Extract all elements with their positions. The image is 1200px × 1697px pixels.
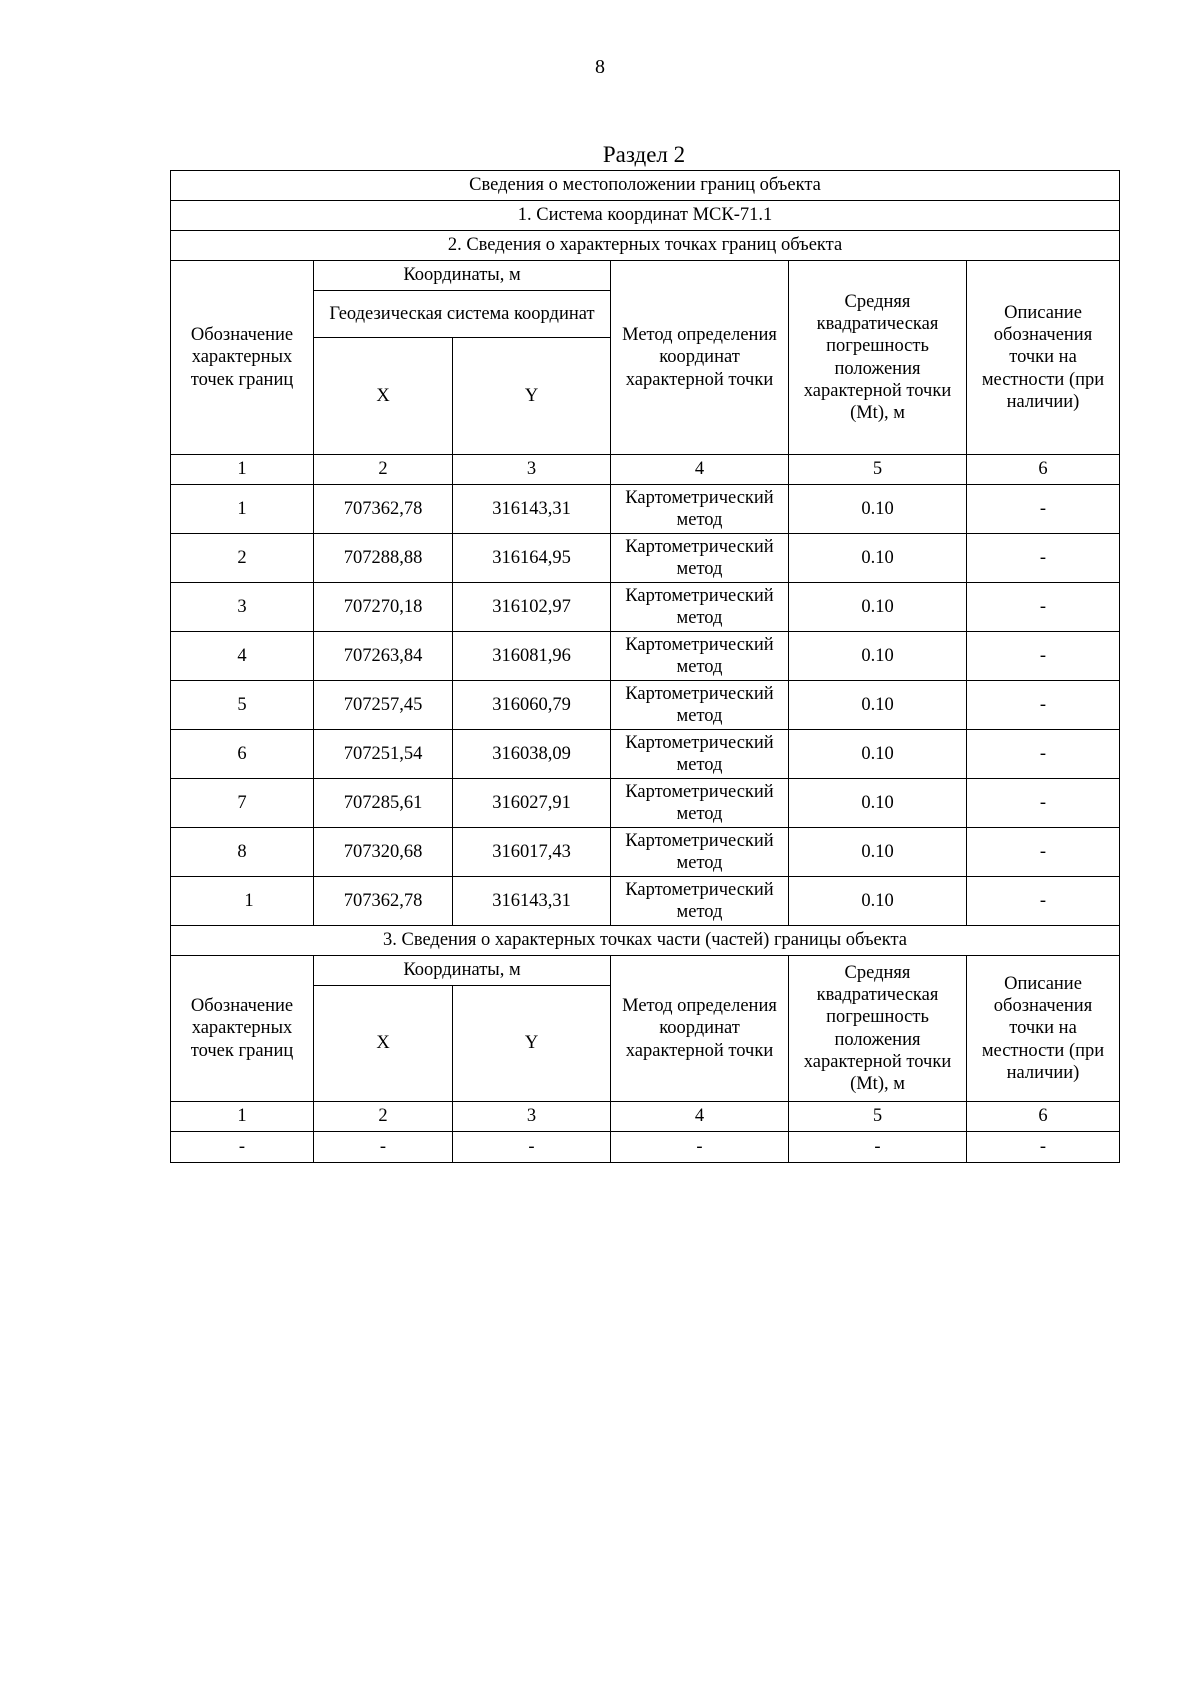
method-cell: [611, 779, 789, 828]
header-error: Средняя квадратическая погрешность положения характерной точки (Mt), м: [789, 261, 967, 455]
point-cell: 5: [171, 681, 314, 730]
method-cell: [611, 730, 789, 779]
method-line-2: метод: [676, 657, 723, 677]
method-cell: [611, 681, 789, 730]
header2-description: Описание обозначения точки на местности (при наличии): [967, 956, 1120, 1102]
header2-y: Y: [453, 986, 611, 1102]
boundary-table: [170, 170, 1120, 1163]
error-cell: 0.10: [789, 877, 967, 926]
method-line-2: метод: [676, 559, 723, 579]
header-x: X: [314, 338, 453, 455]
error-cell: 0.10: [789, 485, 967, 534]
header2-method: Метод определения координат характерной точки: [611, 956, 789, 1102]
x-cell: 707362,78: [314, 877, 453, 926]
header2-designation: Обозначение характерных точек границ: [171, 956, 314, 1102]
error-cell: 0.10: [789, 534, 967, 583]
empty-cell: -: [611, 1132, 789, 1163]
table-row: [171, 779, 1120, 828]
column-number: 6: [967, 455, 1120, 485]
method-line-2: метод: [676, 902, 723, 922]
column-number: 3: [453, 455, 611, 485]
empty-cell: -: [789, 1132, 967, 1163]
error-cell: 0.10: [789, 779, 967, 828]
description-cell: -: [967, 485, 1120, 534]
header-y: Y: [453, 338, 611, 455]
column-number: 4: [611, 455, 789, 485]
empty-row: [171, 1132, 1120, 1163]
error-cell: 0.10: [789, 730, 967, 779]
header2-error: Средняя квадратическая погрешность положения характерной точки (Mt), м: [789, 956, 967, 1102]
method-line-1: Картометрический: [625, 585, 774, 606]
point-cell: 7: [171, 779, 314, 828]
y-cell: 316143,31: [453, 877, 611, 926]
method-cell: [611, 632, 789, 681]
x-cell: 707270,18: [314, 583, 453, 632]
description-cell: -: [967, 730, 1120, 779]
subsection-2-title: 2. Сведения о характерных точках границ объекта: [171, 231, 1120, 261]
empty-cell: -: [967, 1132, 1120, 1163]
method-line-1: Картометрический: [625, 781, 774, 802]
y-cell: 316060,79: [453, 681, 611, 730]
method-cell: [611, 583, 789, 632]
method-line-2: метод: [676, 755, 723, 775]
error-cell: 0.10: [789, 681, 967, 730]
table-row: [171, 485, 1120, 534]
point-cell: 1: [171, 485, 314, 534]
header-geodesic-system: Геодезическая система координат: [314, 291, 611, 338]
y-cell: 316017,43: [453, 828, 611, 877]
method-line-2: метод: [676, 706, 723, 726]
method-line-1: Картометрический: [625, 732, 774, 753]
header-coordinates: Координаты, м: [314, 261, 611, 291]
y-cell: 316164,95: [453, 534, 611, 583]
header-method: Метод определения координат характерной точки: [611, 261, 789, 455]
method-line-2: метод: [676, 608, 723, 628]
method-line-1: Картометрический: [625, 536, 774, 557]
description-cell: -: [967, 534, 1120, 583]
x-cell: 707288,88: [314, 534, 453, 583]
column-number: 4: [611, 1102, 789, 1132]
column-number: 6: [967, 1102, 1120, 1132]
column-number: 1: [171, 1102, 314, 1132]
y-cell: 316038,09: [453, 730, 611, 779]
x-cell: 707251,54: [314, 730, 453, 779]
point-cell: 8: [171, 828, 314, 877]
method-cell: [611, 485, 789, 534]
error-cell: 0.10: [789, 828, 967, 877]
table-row: [171, 632, 1120, 681]
point-cell: 3: [171, 583, 314, 632]
x-cell: 707320,68: [314, 828, 453, 877]
y-cell: 316027,91: [453, 779, 611, 828]
subsection-3-title: 3. Сведения о характерных точках части (частей) границы объекта: [171, 926, 1120, 956]
coordinate-system: 1. Система координат МСК-71.1: [171, 201, 1120, 231]
method-line-2: метод: [676, 510, 723, 530]
point-cell: 4: [171, 632, 314, 681]
description-cell: -: [967, 828, 1120, 877]
column-number: 5: [789, 1102, 967, 1132]
section-title: Раздел 2: [602, 142, 686, 167]
method-cell: [611, 828, 789, 877]
table-row: [171, 730, 1120, 779]
description-cell: -: [967, 779, 1120, 828]
page-number: 8: [595, 56, 605, 78]
method-cell: [611, 534, 789, 583]
table-row: [171, 583, 1120, 632]
x-cell: 707362,78: [314, 485, 453, 534]
y-cell: 316081,96: [453, 632, 611, 681]
description-cell: -: [967, 877, 1120, 926]
table-row: [171, 828, 1120, 877]
column-number: 5: [789, 455, 967, 485]
header2-x: X: [314, 986, 453, 1102]
y-cell: 316102,97: [453, 583, 611, 632]
point-cell: 2: [171, 534, 314, 583]
method-line-1: Картометрический: [625, 879, 774, 900]
x-cell: 707263,84: [314, 632, 453, 681]
header-description: Описание обозначения точки на местности (при наличии): [967, 261, 1120, 455]
method-line-2: метод: [676, 804, 723, 824]
method-line-1: Картометрический: [625, 634, 774, 655]
column-number: 2: [314, 455, 453, 485]
y-cell: 316143,31: [453, 485, 611, 534]
column-number-row: [171, 455, 1120, 485]
description-cell: -: [967, 583, 1120, 632]
error-cell: 0.10: [789, 583, 967, 632]
header2-coordinates: Координаты, м: [314, 956, 611, 986]
method-line-1: Картометрический: [625, 683, 774, 704]
empty-cell: -: [171, 1132, 314, 1163]
table-row: [171, 877, 1120, 926]
column-number-row-2: [171, 1102, 1120, 1132]
description-cell: -: [967, 632, 1120, 681]
method-line-2: метод: [676, 853, 723, 873]
x-cell: 707285,61: [314, 779, 453, 828]
table-row: [171, 534, 1120, 583]
x-cell: 707257,45: [314, 681, 453, 730]
column-number: 1: [171, 455, 314, 485]
point-cell: 6: [171, 730, 314, 779]
point-cell: 1: [171, 877, 314, 926]
method-cell: [611, 877, 789, 926]
header-designation: Обозначение характерных точек границ: [171, 261, 314, 455]
description-cell: -: [967, 681, 1120, 730]
method-line-1: Картометрический: [625, 487, 774, 508]
error-cell: 0.10: [789, 632, 967, 681]
method-line-1: Картометрический: [625, 830, 774, 851]
column-number: 2: [314, 1102, 453, 1132]
empty-cell: -: [453, 1132, 611, 1163]
column-number: 3: [453, 1102, 611, 1132]
table-row: [171, 681, 1120, 730]
table-title: Сведения о местоположении границ объекта: [171, 171, 1120, 201]
empty-cell: -: [314, 1132, 453, 1163]
